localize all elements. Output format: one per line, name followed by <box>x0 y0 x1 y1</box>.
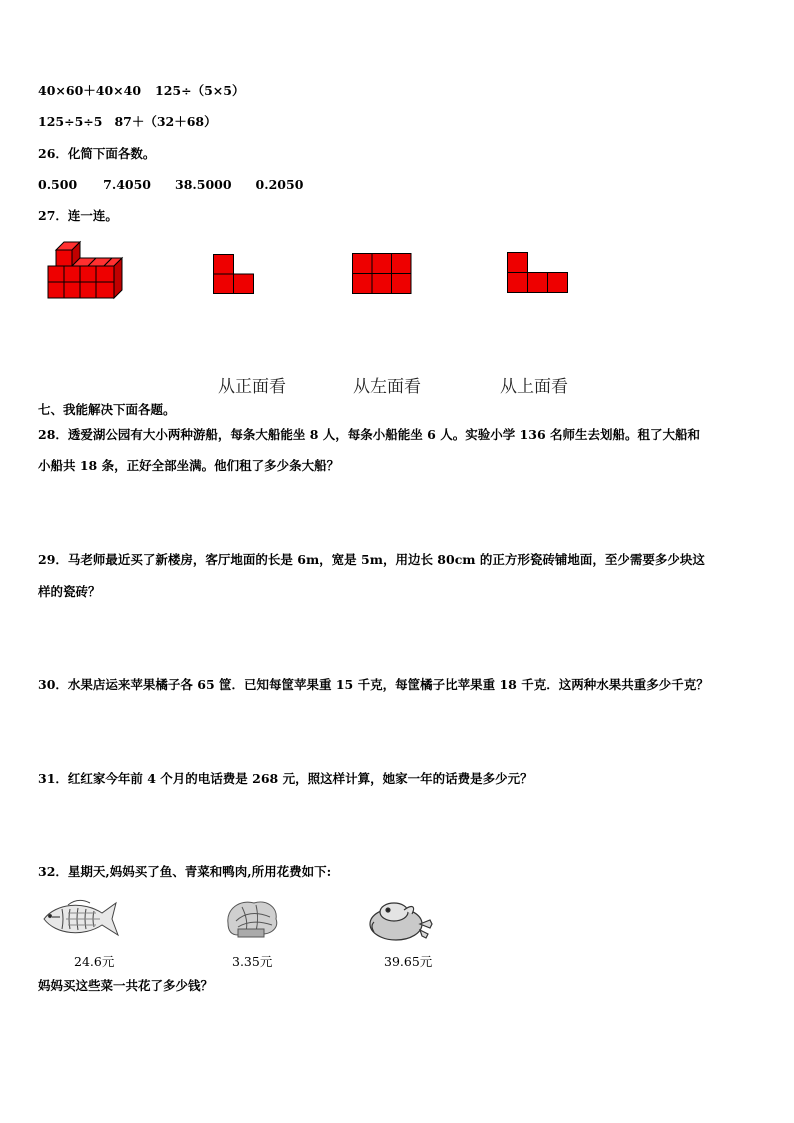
q28-line-1: 28．透爱湖公园有大小两种游船，每条大船能坐 8 人，每条小船能坐 6 人。实验小学 136 名师生去划船。租了大船和 <box>38 427 700 442</box>
price-duck: 39.65元 <box>384 954 433 969</box>
vegetable-image <box>222 895 284 941</box>
calc-expr: 125÷5÷5 <box>38 114 103 129</box>
view-label-front: 从正面看 <box>218 377 286 397</box>
calc-row-2 <box>38 114 217 130</box>
price-fish: 24.6元 <box>74 954 115 969</box>
fish-image <box>38 895 122 943</box>
calc-expr: 125÷（5×5） <box>155 83 245 98</box>
cube-solid-figure <box>46 240 126 302</box>
q26-numbers <box>38 177 303 193</box>
q27-title: 27．连一连。 <box>38 208 118 223</box>
q32-question: 妈妈买这些菜一共花了多少钱？ <box>38 978 214 993</box>
duck-image <box>364 896 436 944</box>
q26-title: 26．化简下面各数。 <box>38 146 156 161</box>
q32-line-1: 32．星期天,妈妈买了鱼、青菜和鸭肉,所用花费如下: <box>38 864 332 879</box>
section-title: 七、我能解决下面各题。 <box>38 402 176 417</box>
number: 0.500 <box>38 177 78 192</box>
q31-line-1: 31．红红家今年前 4 个月的电话费是 268 元，照这样计算，她家一年的话费是多少元？ <box>38 771 533 786</box>
calc-expr: 40×60＋40×40 <box>38 83 142 98</box>
view-label-top: 从上面看 <box>500 377 568 397</box>
calc-expr: 87＋（32＋68） <box>114 114 217 129</box>
view-figure-left <box>213 254 255 294</box>
calc-row-1 <box>38 83 244 99</box>
view-label-left: 从左面看 <box>353 377 421 397</box>
q29-line-1: 29．马老师最近买了新楼房，客厅地面的长是 6m，宽是 5m，用边长 80cm 的正方形瓷砖铺地面，至少需要多少块这 <box>38 552 705 567</box>
view-figure-front <box>352 253 412 294</box>
view-figure-top <box>507 252 568 293</box>
price-vegetable: 3.35元 <box>232 954 273 969</box>
q30-line-1: 30．水果店运来苹果橘子各 65 筐．已知每筐苹果重 15 千克，每筐橘子比苹果重 18 千克．这两种水果共重多少千克？ <box>38 677 709 692</box>
number: 0.2050 <box>255 177 304 192</box>
q28-line-2: 小船共 18 条，正好全部坐满。他们租了多少条大船？ <box>38 458 340 473</box>
q29-line-2: 样的瓷砖？ <box>38 584 101 599</box>
number: 7.4050 <box>103 177 151 192</box>
number: 38.5000 <box>175 177 232 192</box>
